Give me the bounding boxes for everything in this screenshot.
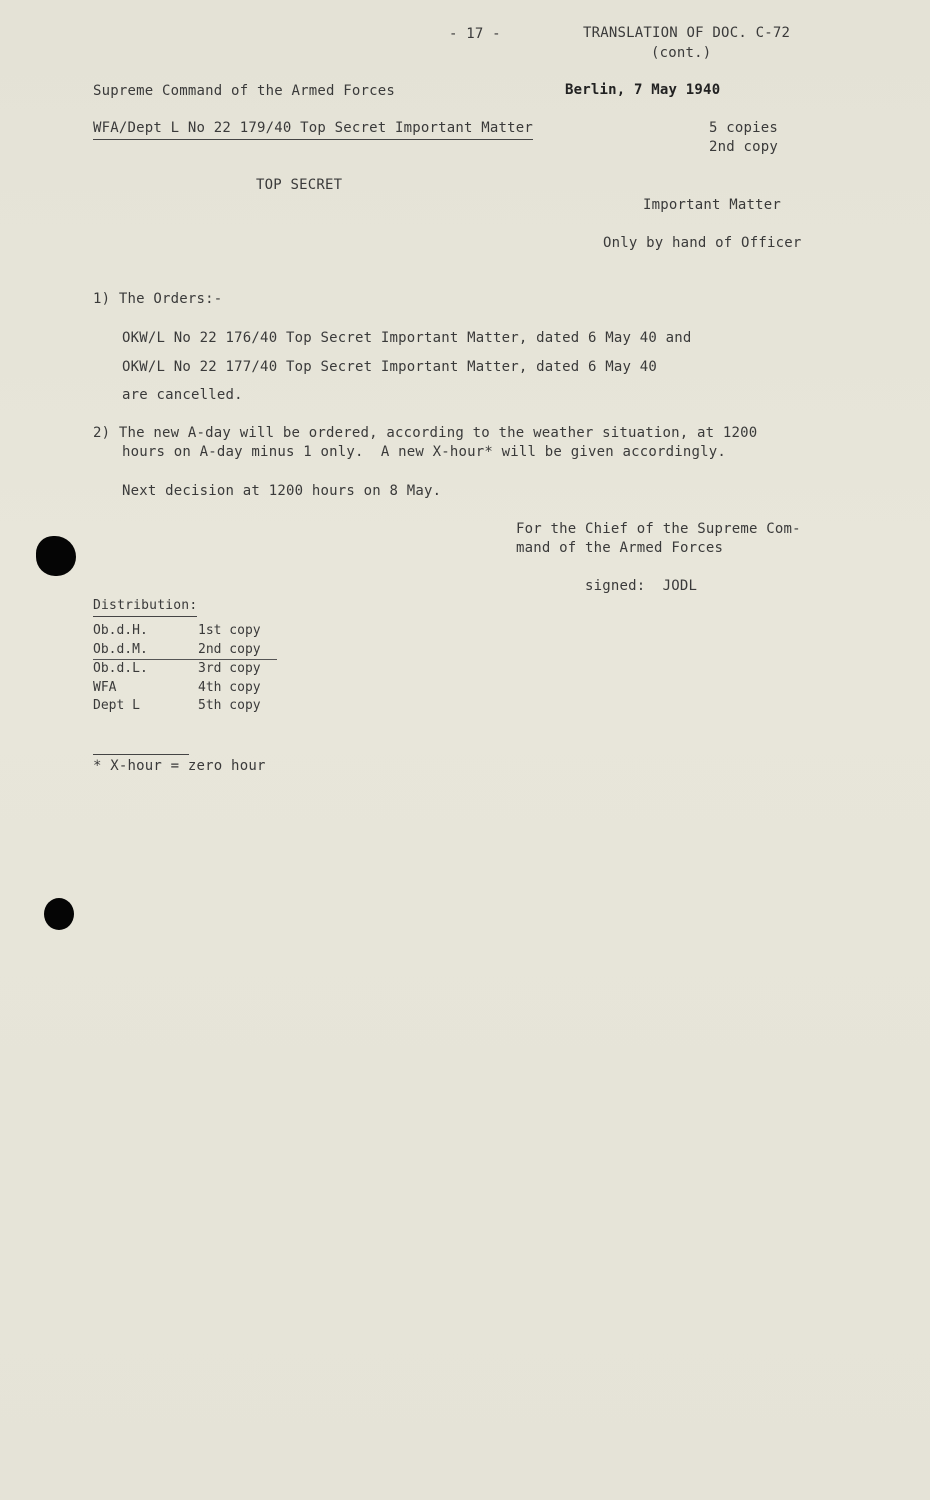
footnote: * X-hour = zero hour: [93, 758, 266, 774]
signature-line2: mand of the Armed Forces: [516, 540, 724, 556]
distribution-row: [93, 679, 277, 698]
distribution-recipient: Dept L: [93, 698, 140, 713]
distribution-row: [93, 697, 277, 716]
distribution-copy: 1st copy: [198, 623, 261, 638]
next-decision: Next decision at 1200 hours on 8 May.: [122, 483, 442, 499]
sender: Supreme Command of the Armed Forces: [93, 83, 396, 99]
important-matter: Important Matter: [643, 197, 782, 213]
signed-jodl: signed: JODL: [585, 578, 698, 594]
item2-line1: 2) The new A-day will be ordered, according to the weather situation, at 1200: [93, 425, 758, 441]
footnote-rule: [93, 754, 189, 755]
item1-heading: 1) The Orders:-: [93, 291, 223, 307]
distribution-copy: 4th copy: [198, 679, 261, 695]
distribution-recipient: Ob.d.M.: [93, 641, 148, 657]
punch-hole-bottom: [44, 898, 74, 930]
item2-line2: hours on A-day minus 1 only. A new X-hour* will be given accordingly.: [122, 444, 727, 460]
top-secret-stamp: TOP SECRET: [256, 177, 343, 193]
translation-cont: (cont.): [651, 45, 712, 61]
distribution-heading: Distribution:: [93, 596, 197, 617]
distribution-copy: 5th copy: [198, 698, 261, 713]
distribution-copy: 3rd copy: [198, 661, 261, 676]
distribution-list: [93, 622, 277, 716]
distribution-row: [93, 660, 277, 679]
distribution-recipient: WFA: [93, 679, 117, 695]
distribution-copy: 2nd copy: [198, 641, 261, 657]
copies-count: 5 copies: [709, 120, 779, 136]
item1-order1: OKW/L No 22 176/40 Top Secret Important Matter, dated 6 May 40 and: [122, 330, 692, 346]
signature-line1: For the Chief of the Supreme Com-: [516, 521, 801, 537]
translation-title: TRANSLATION OF DOC. C-72: [583, 25, 791, 41]
item1-order2: OKW/L No 22 177/40 Top Secret Important Matter, dated 6 May 40: [122, 359, 657, 375]
punch-hole-top: [36, 536, 76, 576]
item1-cancelled: are cancelled.: [122, 387, 243, 403]
copy-number: 2nd copy: [709, 139, 779, 155]
reference-number: WFA/Dept L No 22 179/40 Top Secret Important Matter: [93, 119, 533, 140]
page-number: - 17 -: [449, 26, 501, 42]
distribution-row: [93, 641, 277, 661]
handling-instruction: Only by hand of Officer: [603, 235, 802, 251]
distribution-row: [93, 622, 277, 641]
distribution-recipient: Ob.d.H.: [93, 623, 148, 638]
distribution-recipient: Ob.d.L.: [93, 661, 148, 676]
place-date: Berlin, 7 May 1940: [565, 82, 721, 98]
